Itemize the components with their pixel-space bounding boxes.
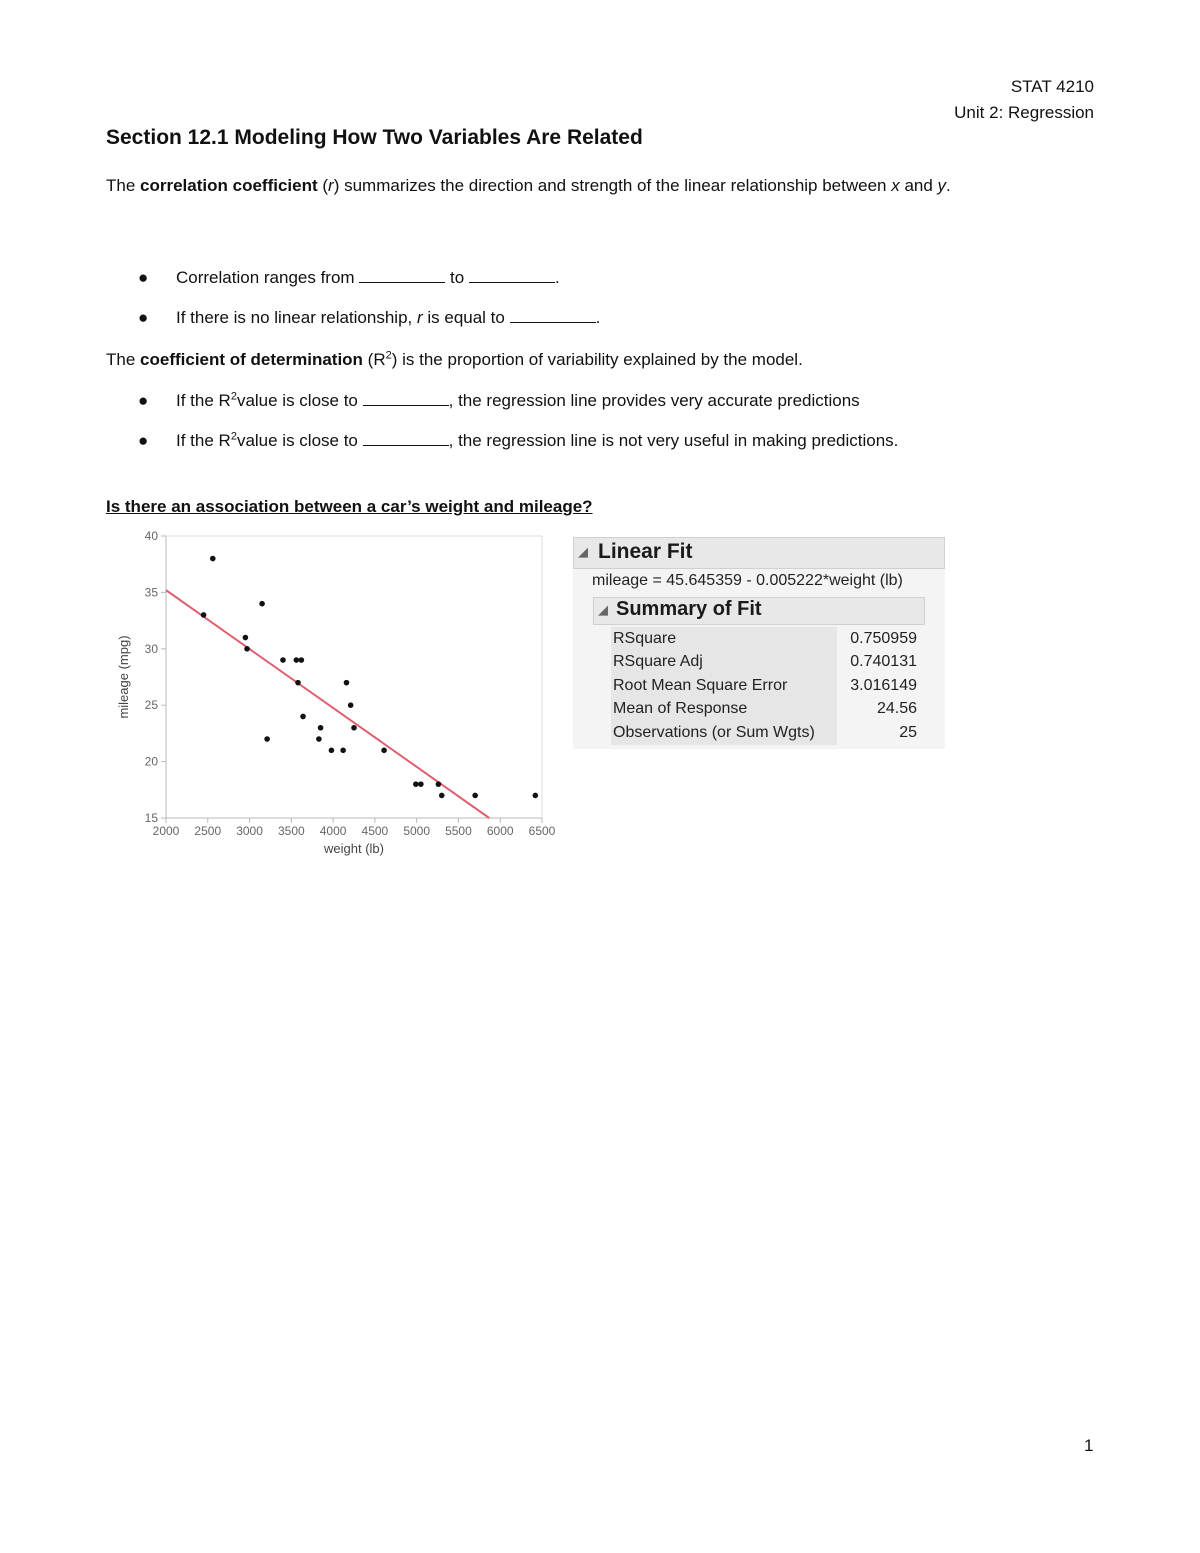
data-point bbox=[436, 781, 442, 787]
data-point bbox=[259, 601, 265, 607]
stat-label: Observations (or Sum Wgts) bbox=[611, 721, 837, 745]
scatter-plot bbox=[104, 525, 560, 870]
summary-of-fit-header[interactable] bbox=[593, 597, 925, 625]
bullet-icon: ● bbox=[138, 391, 149, 410]
summary-of-fit-title: Summary of Fit bbox=[616, 598, 762, 620]
section-title: Section 12.1 Modeling How Two Variables Are Related bbox=[106, 126, 643, 149]
fill-in-blank bbox=[359, 266, 445, 283]
data-point bbox=[295, 680, 301, 686]
y-tick-label: 40 bbox=[144, 529, 158, 543]
question-heading: Is there an association between a car’s weight and mileage? bbox=[106, 497, 593, 516]
y-axis-label: mileage (mpg) bbox=[116, 635, 131, 719]
data-point bbox=[299, 657, 305, 663]
y-tick-label: 20 bbox=[144, 754, 158, 769]
data-point bbox=[300, 714, 306, 720]
bullet-no-relationship: ● If there is no linear relationship, r is equal to . bbox=[138, 306, 600, 330]
data-point bbox=[329, 748, 335, 754]
linear-fit-title: Linear Fit bbox=[598, 540, 693, 563]
stat-value: 24.56 bbox=[837, 698, 921, 722]
y-tick-label: 25 bbox=[144, 698, 158, 713]
stat-label: Mean of Response bbox=[611, 698, 837, 722]
x-tick-label: 3000 bbox=[236, 824, 263, 838]
bullet-r2-not-useful: ● If the $R^2value$ is close to , the regression line is not very useful in making predictions. bbox=[138, 429, 898, 453]
fill-in-blank bbox=[363, 429, 449, 446]
stat-value: 25 bbox=[837, 721, 921, 745]
x-tick-label: 2000 bbox=[152, 824, 180, 838]
data-point bbox=[348, 702, 354, 708]
stat-label: RSquare Adj bbox=[611, 651, 837, 675]
data-point bbox=[413, 781, 419, 787]
bullet-icon: ● bbox=[138, 268, 149, 287]
data-point bbox=[472, 793, 478, 799]
fill-in-blank bbox=[363, 389, 449, 406]
x-tick-label: 5000 bbox=[403, 824, 431, 838]
data-point bbox=[344, 680, 350, 686]
data-point bbox=[316, 736, 322, 742]
disclosure-triangle-icon[interactable]: ◢ bbox=[598, 602, 608, 617]
disclosure-triangle-icon[interactable]: ◢ bbox=[578, 544, 588, 559]
x-tick-label: 5500 bbox=[445, 824, 472, 838]
y-tick-label: 30 bbox=[144, 641, 158, 656]
table-row bbox=[611, 627, 921, 651]
table-row bbox=[611, 674, 921, 698]
bullet-correlation-range: ● Correlation ranges from to . bbox=[138, 266, 560, 290]
x-tick-label: 6000 bbox=[486, 824, 514, 838]
data-point bbox=[280, 657, 286, 663]
correlation-paragraph: The correlation coefficient (r) summarizes the direction and strength of the linear relationship between x and y. bbox=[106, 176, 951, 195]
linear-fit-header[interactable] bbox=[573, 537, 945, 569]
linear-fit-report bbox=[573, 537, 945, 749]
x-tick-label: 4500 bbox=[361, 824, 389, 838]
data-point bbox=[533, 793, 539, 799]
data-point bbox=[294, 657, 300, 663]
bullet-icon: ● bbox=[138, 431, 149, 450]
y-tick-label: 35 bbox=[144, 585, 158, 600]
bullet-icon: ● bbox=[138, 308, 149, 327]
data-point bbox=[381, 748, 387, 754]
bullet-r2-accurate: ● If the $R^2value$ is close to , the regression line provides very accurate predictions bbox=[138, 389, 860, 413]
x-tick-label: 2500 bbox=[194, 824, 222, 838]
data-point bbox=[318, 725, 324, 731]
determination-paragraph: The coefficient of determination $(R^2)$ is the proportion of variability explained by the model. bbox=[106, 349, 803, 369]
data-point bbox=[340, 748, 346, 754]
x-axis-label: weight (lb) bbox=[324, 841, 384, 856]
summary-of-fit-table bbox=[611, 627, 921, 745]
regression-equation: mileage = 45.645359 - 0.005222*weight (lb) bbox=[592, 572, 903, 589]
stat-value: 3.016149 bbox=[837, 674, 921, 698]
data-point bbox=[210, 556, 216, 562]
page-number: 1 bbox=[1084, 1436, 1094, 1455]
data-point bbox=[201, 612, 207, 618]
fill-in-blank bbox=[469, 266, 555, 283]
stat-value: 0.750959 bbox=[837, 627, 921, 651]
x-tick-label: 4000 bbox=[319, 824, 347, 838]
unit-label: Unit 2: Regression bbox=[954, 103, 1094, 122]
stat-label: Root Mean Square Error bbox=[611, 674, 837, 698]
x-tick-label: 6500 bbox=[528, 824, 556, 838]
determination-term: coefficient of determination bbox=[140, 350, 363, 369]
stat-value: 0.740131 bbox=[837, 651, 921, 675]
table-row bbox=[611, 721, 921, 745]
course-label: STAT 4210 bbox=[1010, 77, 1094, 96]
data-point bbox=[264, 736, 270, 742]
table-row bbox=[611, 698, 921, 722]
data-point bbox=[439, 793, 445, 799]
fill-in-blank bbox=[510, 306, 596, 323]
table-row bbox=[611, 651, 921, 675]
y-tick-label: 15 bbox=[144, 811, 158, 825]
stat-label: RSquare bbox=[611, 627, 837, 651]
data-point bbox=[244, 646, 250, 652]
x-tick-label: 3500 bbox=[277, 824, 305, 838]
correlation-term: correlation coefficient bbox=[140, 176, 318, 195]
data-point bbox=[418, 781, 424, 787]
data-point bbox=[243, 635, 249, 641]
data-point bbox=[351, 725, 357, 731]
